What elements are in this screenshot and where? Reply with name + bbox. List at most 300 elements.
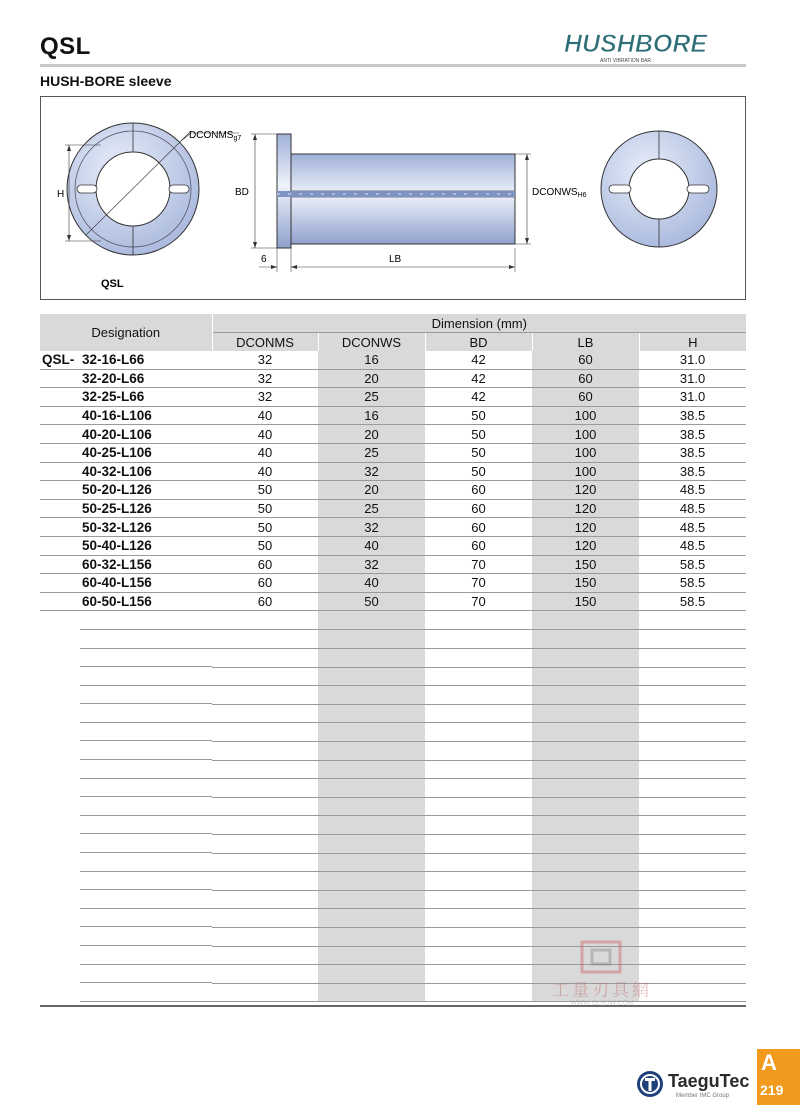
column-header-lb: LB: [532, 333, 639, 352]
page-number: 219: [760, 1082, 784, 1098]
value-cell-lb: 120: [532, 481, 639, 500]
empty-designation: [80, 741, 212, 760]
value-cell-dconms: 40: [212, 462, 318, 481]
value-cell-lb: 100: [532, 425, 639, 444]
value-cell-dconms: 60: [212, 574, 318, 593]
column-header-dconws: DCONWS: [318, 333, 425, 352]
empty-cell: [425, 909, 532, 928]
empty-cell: [425, 686, 532, 705]
empty-cell: [212, 853, 318, 872]
table-row: [40, 388, 746, 407]
empty-cell: [212, 983, 318, 1002]
empty-designation: [80, 983, 212, 1002]
designation-code: 60-50-L156: [82, 594, 152, 610]
value-cell-bd: 42: [425, 351, 532, 369]
designation-cell: [40, 909, 212, 928]
empty-row: [40, 630, 746, 649]
empty-cell: [639, 816, 746, 835]
value-cell-bd: 50: [425, 462, 532, 481]
designation-code: 50-25-L126: [82, 501, 152, 517]
technical-drawing: [40, 96, 746, 300]
table-row: [40, 425, 746, 444]
designation-cell: [40, 574, 212, 593]
value-cell-dconms: 32: [212, 388, 318, 407]
empty-cell: [318, 927, 425, 946]
empty-row: [40, 853, 746, 872]
designation-cell: [40, 630, 212, 649]
empty-cell: [425, 797, 532, 816]
empty-cell: [532, 872, 639, 891]
empty-cell: [212, 704, 318, 723]
column-header-dconms: DCONMS: [212, 333, 318, 352]
value-cell-dconms: 60: [212, 555, 318, 574]
designation-code: 60-40-L156: [82, 575, 152, 591]
empty-cell: [212, 611, 318, 630]
empty-cell: [425, 965, 532, 984]
value-cell-dconws: 25: [318, 499, 425, 518]
value-cell-dconws: 16: [318, 351, 425, 369]
empty-row: [40, 704, 746, 723]
designation-cell: [40, 965, 212, 984]
empty-designation: [80, 872, 212, 891]
empty-cell: [212, 686, 318, 705]
value-cell-bd: 70: [425, 555, 532, 574]
drawing-caption: QSL: [101, 278, 124, 290]
page-title: QSL: [40, 33, 91, 60]
empty-cell: [532, 890, 639, 909]
empty-cell: [212, 946, 318, 965]
dimension-table: [40, 314, 746, 1002]
designation-cell: [40, 518, 212, 537]
table-row: [40, 481, 746, 500]
value-cell-dconms: 60: [212, 592, 318, 611]
value-cell-h: 58.5: [639, 555, 746, 574]
dimension-header: Dimension (mm): [212, 314, 746, 333]
empty-cell: [532, 779, 639, 798]
value-cell-bd: 60: [425, 518, 532, 537]
value-cell-h: 38.5: [639, 425, 746, 444]
value-cell-bd: 50: [425, 443, 532, 462]
value-cell-dconws: 20: [318, 369, 425, 388]
designation-cell: [40, 481, 212, 500]
designation-cell: [40, 611, 212, 630]
value-cell-bd: 60: [425, 481, 532, 500]
value-cell-dconws: 16: [318, 406, 425, 425]
value-cell-lb: 120: [532, 499, 639, 518]
designation-code: 50-20-L126: [82, 482, 152, 498]
empty-cell: [425, 983, 532, 1002]
empty-cell: [318, 797, 425, 816]
empty-cell: [639, 779, 746, 798]
empty-cell: [212, 649, 318, 668]
label-h: H: [57, 189, 65, 200]
empty-cell: [212, 667, 318, 686]
designation-cell: [40, 816, 212, 835]
page-section-letter: A: [761, 1050, 777, 1075]
empty-cell: [425, 872, 532, 891]
empty-row: [40, 872, 746, 891]
right-end-view: [601, 131, 717, 247]
designation-cell: [40, 649, 212, 668]
empty-cell: [318, 834, 425, 853]
value-cell-dconms: 50: [212, 536, 318, 555]
table-row: [40, 518, 746, 537]
empty-cell: [425, 723, 532, 742]
value-cell-lb: 150: [532, 592, 639, 611]
empty-cell: [318, 853, 425, 872]
empty-cell: [318, 611, 425, 630]
empty-designation: [80, 816, 212, 835]
empty-cell: [639, 834, 746, 853]
empty-cell: [212, 872, 318, 891]
empty-designation: [80, 797, 212, 816]
table-row: [40, 406, 746, 425]
empty-cell: [532, 741, 639, 760]
brand-name: HUSHBORE: [564, 30, 708, 58]
empty-cell: [318, 816, 425, 835]
value-cell-h: 58.5: [639, 574, 746, 593]
column-header-h: H: [639, 333, 746, 352]
designation-code: 32-25-L66: [82, 389, 145, 405]
empty-row: [40, 649, 746, 668]
empty-cell: [639, 797, 746, 816]
empty-cell: [318, 704, 425, 723]
value-cell-dconms: 32: [212, 351, 318, 369]
value-cell-dconms: 50: [212, 518, 318, 537]
designation-cell: [40, 388, 212, 407]
designation-cell: [40, 741, 212, 760]
empty-cell: [425, 946, 532, 965]
empty-cell: [532, 816, 639, 835]
empty-cell: [212, 797, 318, 816]
table-row: [40, 592, 746, 611]
table-row: [40, 499, 746, 518]
designation-code: 40-20-L106: [82, 426, 152, 442]
value-cell-bd: 50: [425, 425, 532, 444]
footer-brand-sub: Member IMC Group: [676, 1093, 730, 1099]
designation-code: 60-32-L156: [82, 556, 152, 572]
empty-row: [40, 909, 746, 928]
watermark: [532, 940, 672, 1012]
empty-cell: [639, 686, 746, 705]
value-cell-dconws: 25: [318, 443, 425, 462]
empty-cell: [639, 667, 746, 686]
empty-cell: [425, 667, 532, 686]
empty-cell: [212, 927, 318, 946]
empty-cell: [212, 965, 318, 984]
designation-cell: [40, 760, 212, 779]
value-cell-bd: 42: [425, 388, 532, 407]
designation-cell: [40, 890, 212, 909]
empty-cell: [318, 667, 425, 686]
designation-cell: [40, 927, 212, 946]
empty-designation: [80, 946, 212, 965]
designation-cell: [40, 443, 212, 462]
designation-cell: [40, 946, 212, 965]
empty-cell: [212, 723, 318, 742]
empty-designation: [80, 890, 212, 909]
column-header-bd: BD: [425, 333, 532, 352]
empty-cell: [212, 741, 318, 760]
empty-designation: [80, 723, 212, 742]
empty-cell: [532, 704, 639, 723]
empty-cell: [318, 686, 425, 705]
empty-cell: [318, 723, 425, 742]
value-cell-bd: 70: [425, 592, 532, 611]
value-cell-lb: 100: [532, 406, 639, 425]
empty-designation: [80, 704, 212, 723]
watermark-url: WWW.GLRJW.COM: [570, 1000, 634, 1007]
value-cell-dconws: 32: [318, 518, 425, 537]
designation-cell: [40, 872, 212, 891]
designation-cell: [40, 704, 212, 723]
empty-cell: [532, 667, 639, 686]
designation-cell: [40, 406, 212, 425]
designation-code: 40-16-L106: [82, 408, 152, 424]
designation-cell: [40, 592, 212, 611]
footer-brand: TaeguTec: [668, 1071, 750, 1091]
empty-row: [40, 779, 746, 798]
empty-designation: [80, 779, 212, 798]
empty-cell: [425, 853, 532, 872]
value-cell-lb: 150: [532, 574, 639, 593]
empty-cell: [318, 946, 425, 965]
value-cell-dconms: 40: [212, 443, 318, 462]
empty-designation: [80, 760, 212, 779]
designation-code: 32-20-L66: [82, 370, 145, 386]
value-cell-lb: 100: [532, 462, 639, 481]
empty-designation: [80, 909, 212, 928]
value-cell-dconws: 20: [318, 425, 425, 444]
designation-code: 32-16-L66: [82, 352, 145, 368]
value-cell-bd: 60: [425, 499, 532, 518]
designation-cell: [40, 779, 212, 798]
empty-cell: [639, 611, 746, 630]
table-row: [40, 351, 746, 369]
designation-cell: [40, 667, 212, 686]
empty-designation: [80, 611, 212, 630]
value-cell-dconws: 25: [318, 388, 425, 407]
designation-cell: [40, 983, 212, 1002]
designation-cell: [40, 555, 212, 574]
empty-row: [40, 611, 746, 630]
empty-cell: [318, 760, 425, 779]
empty-cell: [532, 630, 639, 649]
value-cell-h: 58.5: [639, 592, 746, 611]
sleeve-drawing-svg: [41, 97, 745, 299]
designation-code: 40-32-L106: [82, 463, 152, 479]
empty-cell: [425, 890, 532, 909]
designation-cell: [40, 797, 212, 816]
label-dconws: $DCONWS_{H6}$: [532, 187, 587, 199]
empty-cell: [212, 760, 318, 779]
designation-cell: [40, 536, 212, 555]
table-row: [40, 369, 746, 388]
designation-cell: [40, 686, 212, 705]
label-lb: LB: [389, 254, 402, 265]
empty-cell: [212, 834, 318, 853]
empty-cell: [532, 686, 639, 705]
empty-cell: [425, 704, 532, 723]
empty-designation: [80, 649, 212, 668]
designation-code: 50-32-L126: [82, 519, 152, 535]
value-cell-lb: 60: [532, 388, 639, 407]
empty-designation: [80, 853, 212, 872]
empty-cell: [532, 797, 639, 816]
designation-prefix: QSL-: [42, 352, 75, 368]
empty-designation: [80, 630, 212, 649]
empty-cell: [639, 630, 746, 649]
designation-cell: [40, 853, 212, 872]
watermark-logo: [580, 940, 622, 974]
value-cell-h: 38.5: [639, 443, 746, 462]
side-view: [251, 134, 531, 272]
designation-code: 50-40-L126: [82, 538, 152, 554]
value-cell-lb: 60: [532, 351, 639, 369]
empty-cell: [639, 872, 746, 891]
empty-row: [40, 834, 746, 853]
value-cell-dconms: 32: [212, 369, 318, 388]
empty-cell: [425, 816, 532, 835]
empty-row: [40, 667, 746, 686]
empty-cell: [639, 853, 746, 872]
designation-cell: [40, 834, 212, 853]
empty-cell: [532, 909, 639, 928]
label-bd: BD: [235, 187, 249, 198]
value-cell-dconws: 32: [318, 462, 425, 481]
empty-cell: [425, 779, 532, 798]
brand-tagline: ANTI VIBRATION BAR: [600, 58, 652, 64]
empty-cell: [212, 909, 318, 928]
table-row: [40, 443, 746, 462]
empty-row: [40, 890, 746, 909]
table-row: [40, 536, 746, 555]
empty-cell: [212, 890, 318, 909]
value-cell-dconms: 50: [212, 499, 318, 518]
value-cell-bd: 70: [425, 574, 532, 593]
value-cell-bd: 42: [425, 369, 532, 388]
value-cell-lb: 120: [532, 536, 639, 555]
empty-cell: [212, 816, 318, 835]
designation-cell: [40, 499, 212, 518]
empty-cell: [318, 741, 425, 760]
empty-cell: [425, 630, 532, 649]
empty-cell: [532, 853, 639, 872]
value-cell-h: 38.5: [639, 406, 746, 425]
designation-cell: [40, 369, 212, 388]
empty-cell: [318, 983, 425, 1002]
empty-cell: [532, 611, 639, 630]
empty-cell: [318, 779, 425, 798]
empty-cell: [639, 704, 746, 723]
empty-row: [40, 797, 746, 816]
value-cell-dconws: 50: [318, 592, 425, 611]
value-cell-lb: 100: [532, 443, 639, 462]
empty-row: [40, 686, 746, 705]
value-cell-bd: 50: [425, 406, 532, 425]
empty-cell: [318, 909, 425, 928]
table-row: [40, 462, 746, 481]
value-cell-dconms: 50: [212, 481, 318, 500]
empty-cell: [532, 760, 639, 779]
empty-designation: [80, 686, 212, 705]
value-cell-dconws: 32: [318, 555, 425, 574]
empty-cell: [212, 630, 318, 649]
designation-cell: [40, 462, 212, 481]
label-six: 6: [261, 254, 267, 265]
value-cell-dconms: 40: [212, 425, 318, 444]
designation-cell: [40, 351, 212, 369]
designation-code: 40-25-L106: [82, 445, 152, 461]
empty-cell: [639, 909, 746, 928]
value-cell-dconws: 20: [318, 481, 425, 500]
empty-cell: [425, 649, 532, 668]
value-cell-h: 31.0: [639, 369, 746, 388]
value-cell-dconws: 40: [318, 574, 425, 593]
value-cell-h: 31.0: [639, 388, 746, 407]
empty-cell: [639, 649, 746, 668]
table-row: [40, 555, 746, 574]
empty-cell: [425, 741, 532, 760]
empty-designation: [80, 927, 212, 946]
value-cell-dconws: 40: [318, 536, 425, 555]
empty-cell: [318, 872, 425, 891]
empty-cell: [425, 927, 532, 946]
empty-cell: [639, 723, 746, 742]
empty-cell: [532, 649, 639, 668]
empty-designation: [80, 834, 212, 853]
empty-cell: [318, 630, 425, 649]
empty-row: [40, 760, 746, 779]
value-cell-h: 48.5: [639, 518, 746, 537]
page-subtitle: HUSH-BORE sleeve: [40, 73, 172, 89]
value-cell-h: 48.5: [639, 499, 746, 518]
value-cell-lb: 60: [532, 369, 639, 388]
empty-cell: [425, 834, 532, 853]
hushbore-logo: [560, 26, 750, 66]
designation-cell: [40, 425, 212, 444]
table-row: [40, 574, 746, 593]
empty-cell: [212, 779, 318, 798]
empty-designation: [80, 667, 212, 686]
empty-row: [40, 816, 746, 835]
empty-cell: [532, 723, 639, 742]
value-cell-h: 48.5: [639, 536, 746, 555]
empty-cell: [639, 760, 746, 779]
value-cell-dconms: 40: [212, 406, 318, 425]
empty-cell: [639, 890, 746, 909]
value-cell-bd: 60: [425, 536, 532, 555]
empty-row: [40, 741, 746, 760]
value-cell-h: 38.5: [639, 462, 746, 481]
designation-cell: [40, 723, 212, 742]
value-cell-h: 31.0: [639, 351, 746, 369]
empty-cell: [318, 890, 425, 909]
value-cell-lb: 120: [532, 518, 639, 537]
empty-cell: [425, 760, 532, 779]
title-divider: [40, 64, 746, 67]
watermark-text: 工量刃具網: [552, 981, 652, 1001]
value-cell-lb: 150: [532, 555, 639, 574]
empty-row: [40, 723, 746, 742]
empty-cell: [318, 649, 425, 668]
designation-header: Designation: [40, 314, 212, 351]
label-dconms: $DCONMS_{g7}$: [189, 130, 242, 142]
empty-cell: [318, 965, 425, 984]
empty-cell: [532, 834, 639, 853]
value-cell-h: 48.5: [639, 481, 746, 500]
empty-cell: [425, 611, 532, 630]
